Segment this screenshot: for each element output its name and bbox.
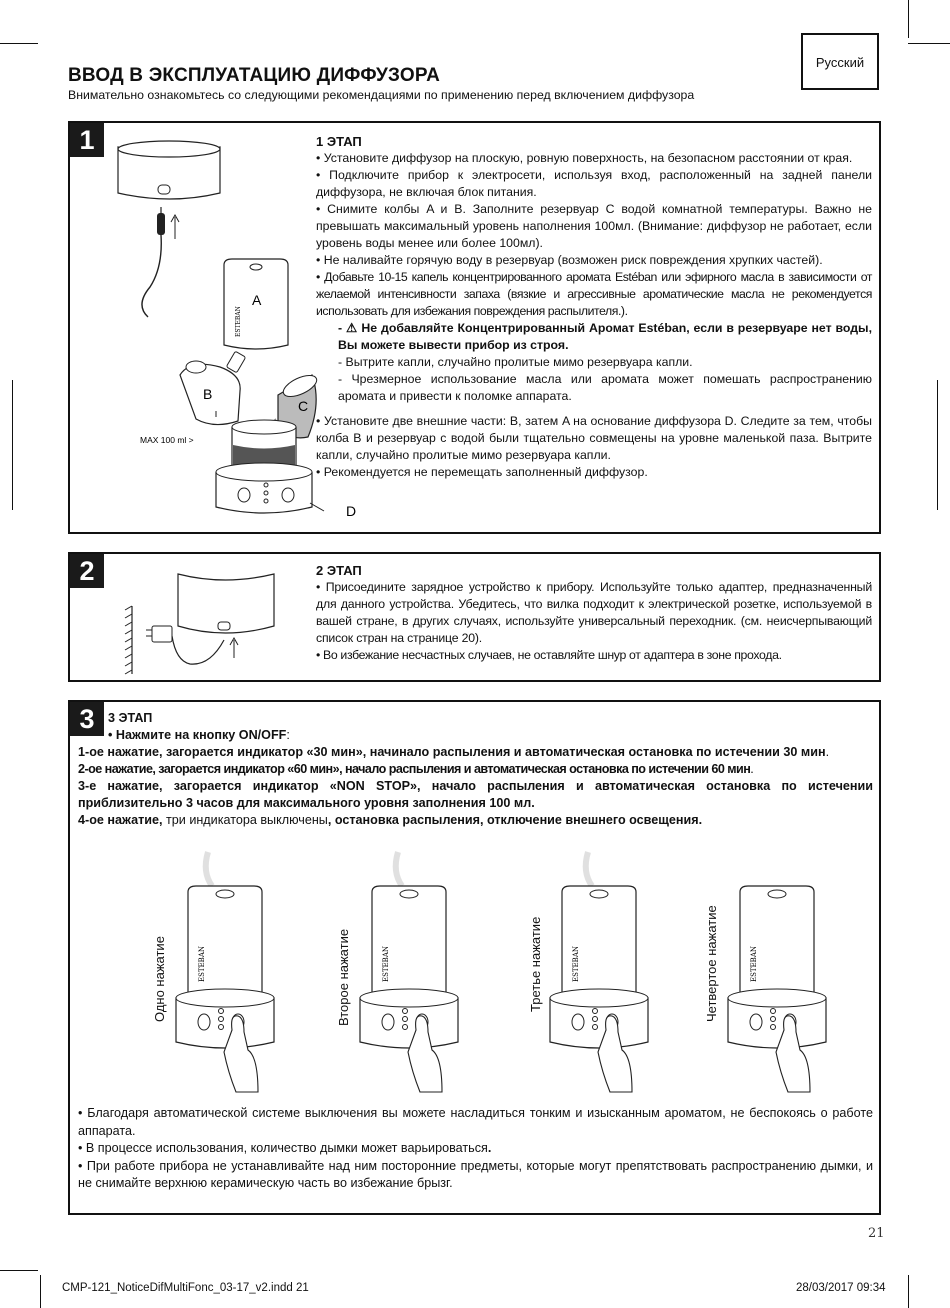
step2-number: 2 (70, 554, 104, 588)
press-onoff-text: • Нажмите на кнопку ON/OFF (108, 728, 287, 742)
page-number: 21 (868, 1226, 885, 1241)
device-label-4: Четвертое нажатие (704, 905, 719, 1022)
step3-press-line (78, 727, 873, 744)
brand-mark: ESTEBAN (198, 945, 206, 982)
step2-paragraph: • Присоедините зарядное устройство к прибору. Используйте только адаптер, предназначенный для данного устройства. Убедитесь, что вилка подходит к электрической розетке, используемой в вашей стране, в других случаях, используйте универсальный переходник. (см. неисчерпывающий список стран на странице 20). (316, 580, 872, 645)
press-2-end: . (750, 762, 754, 776)
press-2-line (78, 761, 873, 778)
step1-paragraph: • Рекомендуется не перемещать заполненный диффузор. (316, 465, 648, 479)
device-label-1: Одно нажатие (152, 936, 167, 1022)
page-subtitle: Внимательно ознакомьтесь со следующими рекомендациями по применению перед включением диффузора (68, 88, 695, 102)
step1-paragraph: • Подключите прибор к электросети, используя вход, расположенный на задней панели диффузора, не включая блок питания. (316, 168, 872, 199)
crop-mark (0, 1270, 38, 1271)
step3-section (68, 700, 881, 1215)
crop-mark (908, 0, 909, 38)
crop-mark (937, 380, 938, 510)
language-label (801, 33, 879, 90)
step2-paragraph: • Во избежание несчастных случаев, не оставляйте шнур от адаптера в зоне прохода. (316, 648, 782, 662)
label-b: B (203, 386, 213, 402)
label-a: A (252, 292, 262, 308)
note-line (78, 1140, 873, 1158)
device-label-3: Третье нажатие (528, 916, 543, 1012)
press-4-a: 4-ое нажатие, (78, 813, 163, 827)
date-slug: 28/03/2017 09:34 (796, 1282, 886, 1294)
step1-warnings (338, 320, 872, 405)
step2-illustration (120, 566, 290, 681)
step1-paragraph: • Установите диффузор на плоскую, ровную поверхность, на безопасном расстоянии от края. (316, 151, 853, 165)
step3-number: 3 (70, 702, 104, 736)
warning-icon: ⚠ (346, 321, 358, 335)
step1-paragraph: • Установите две внешние части: B, затем A на основание диффузора D. Следите за тем, чтобы колба B и резервуар с водой были тщательно совмещены на уровне маленькой паза. Вытрите капли, случайно пролитые мимо резервуара капли. (316, 414, 872, 462)
max-fill-label: MAX 100 ml > (140, 435, 194, 445)
step1-title: 1 ЭТАП (316, 134, 362, 149)
brand-mark: ESTEBAN (750, 945, 758, 982)
brand-mark: ESTEBAN (572, 945, 580, 982)
label-c: C (298, 398, 309, 414)
step3-notes (78, 1105, 873, 1193)
step3-title: 3 ЭТАП (108, 711, 153, 725)
device-label-2: Второе нажатие (336, 928, 351, 1026)
label-d: D (346, 503, 357, 519)
device-illustration-1 (174, 882, 294, 1102)
crop-mark (40, 1275, 41, 1308)
warning-text: Не добавляйте Концентрированный Аромат Estéban, если в резервуаре нет воды, Вы можете вывести прибор из строя. (338, 321, 872, 352)
device-illustration-4 (726, 882, 846, 1102)
step1-text (316, 133, 872, 481)
press-colon: : (286, 728, 290, 742)
file-slug: CMP-121_NoticeDifMultiFonc_03-17_v2.indd 21 (62, 1282, 309, 1294)
press-1-text: 1-ое нажатие, загорается индикатор «30 мин», начинало распыления и автоматическая остановка по истечении 30 мин (78, 745, 826, 759)
warning-dash: - (338, 321, 346, 335)
press-4-line (78, 812, 873, 829)
crop-mark (0, 43, 38, 44)
note-line: • Благодаря автоматической системе выключения вы можете насладиться тонким и изысканным ароматом, не беспокоясь о работе аппарата. (78, 1106, 873, 1138)
crop-mark (12, 380, 13, 510)
crop-mark (908, 1275, 909, 1308)
warning-line: - Вытрите капли, случайно пролитые мимо резервуара капли. (338, 355, 693, 369)
step1-section (68, 121, 881, 534)
warning-line (338, 320, 872, 354)
press-3-line: 3-е нажатие, загорается индикатор «NON STOP», начало распыления и автоматическая остановка по истечении приблизительно 3 часов для максимального уровня заполнения 100 мл. (78, 779, 873, 810)
press-4-c: , остановка распыления, отключение внешнего освещения. (327, 813, 703, 827)
device-illustration-3 (548, 882, 668, 1102)
step2-text (316, 562, 872, 664)
note-line: • При работе прибора не устанавливайте над ним посторонние предметы, которые могут препятствовать распространению дымки, и не снимайте верхнюю керамическую часть во избежание брызг. (78, 1158, 873, 1190)
step3-text (78, 710, 873, 829)
step1-paragraph: • Добавьте 10-15 капель концентрированного аромата Estéban или эфирного масла в зависимости от желаемой интенсивности запаха (вязкие и агрессивные ароматические масла не рекомендуется использовать для избежания повреждения распылителя.). (316, 270, 872, 318)
step1-number: 1 (70, 123, 104, 157)
step2-section (68, 552, 881, 682)
crop-mark (908, 43, 950, 44)
press-4-b: три индикатора выключены (162, 813, 328, 827)
note-end: . (487, 1141, 492, 1155)
step1-paragraph: • Снимите колбы A и B. Заполните резервуар C водой комнатной температуры. Важно не превышать максимальный уровень наполнения 100мл. (Внимание: диффузор не работает, если уровень воды менее или более 100мл). (316, 202, 872, 250)
warning-line: - Чрезмерное использование масла или аромата может помешать распространению аромата и привести к поломке аппарата. (338, 372, 872, 403)
language-text: Русский (815, 55, 865, 70)
page-title: ВВОД В ЭКСПЛУАТАЦИЮ ДИФФУЗОРА (68, 65, 441, 86)
step1-paragraph: • Не наливайте горячую воду в резервуар (возможен риск повреждения хрупких частей). (316, 253, 823, 267)
step1-illustration (110, 127, 357, 537)
step2-title: 2 ЭТАП (316, 563, 362, 578)
brand-mark: ESTEBAN (235, 306, 242, 337)
press-1-end: . (825, 745, 830, 759)
brand-mark: ESTEBAN (382, 945, 390, 982)
press-2-text: 2-ое нажатие, загорается индикатор «60 мин», начало распыления и автоматическая остановка по истечении 60 мин (78, 762, 751, 776)
note-text: • В процессе использования, количество дымки может варьироваться (78, 1141, 488, 1155)
press-1-line (78, 744, 873, 761)
device-illustration-2 (358, 882, 478, 1102)
device-row (70, 882, 879, 1107)
